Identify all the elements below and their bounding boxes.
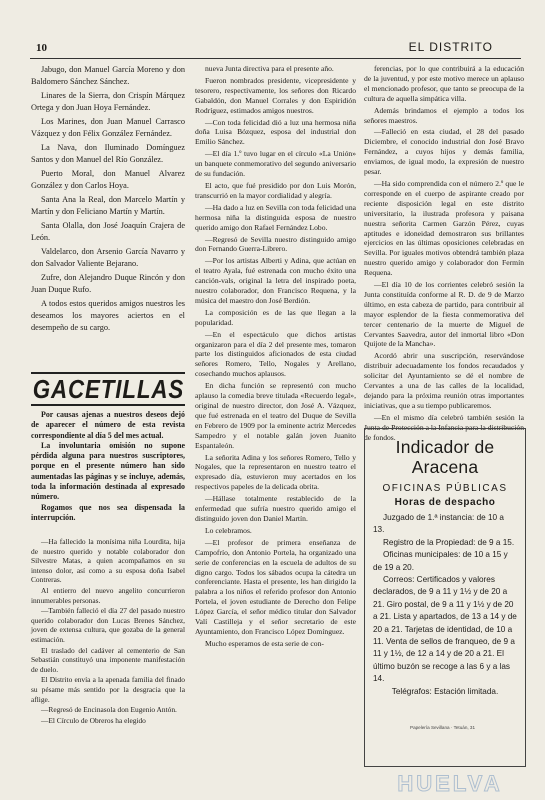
- news-paragraph: Acordó abrir una suscripción, reservándose distribuir adecuadamente los fondos recaudados y solicitar del Ayuntamiento se dé el nombre de Cervantes a una de las calles de la localidad, dejando para la próxima reunión otras importantes iniciativas, que a su tiempo publicaremos.: [364, 351, 524, 410]
- news-paragraph: —En el mismo día celebró también sesión la Junta de Protección a la Infancia para la distribución de fondos.: [364, 412, 524, 442]
- column-3: [364, 64, 524, 445]
- appointment-paragraph: La Nava, don Iluminado Domínguez Santos y don Manuel del Río González.: [31, 143, 185, 164]
- news-paragraph: —Ha dado a luz en Sevilla con toda felicidad una hermosa niña la distinguida esposa de nuestro querido amigo don Rafael Fernández Lobo.: [195, 202, 356, 232]
- appointment-paragraph: Los Marines, don Juan Manuel Carrasco Vázquez y don Félix González Fernández.: [31, 117, 185, 138]
- appointment-paragraph: Santa Ana la Real, don Marcelo Martín y Martín y don Feliciano Martín y Martín.: [31, 195, 185, 216]
- schedule-line: Correos: Certificados y valores declarados, de 9 a 11 y 1½ y de 20 a 21. Giro postal, de 9 a 11 y 1½ y de 20 a 21. Lista y apartados, de 13 a 14 y de 20 a 21. Tarjetas de identidad, de 10 a 11. Venta de sellos de franqueo, de 9 a 11 y 1½, de 12 a 14 y de 20 a 21. El último buzón se recoge a las 6 y a las 14.: [373, 575, 517, 684]
- appointment-paragraph: Santa Olalla, don José Joaquín Crajera de León.: [31, 221, 185, 242]
- news-paragraph: —Regresó de Encinasola don Eugenio Antón.: [41, 705, 177, 715]
- appointment-paragraph: Zufre, don Alejandro Duque Rincón y don Juan Duque Rufo.: [31, 273, 185, 294]
- appointment-paragraph: Puerto Moral, don Manuel Alvarez González y don Carlos Hoya.: [31, 169, 185, 190]
- news-paragraph: —Regresó de Sevilla nuestro distinguido amigo don Fernando Guerra-Librero.: [195, 234, 356, 254]
- schedule-line: Registro de la Propiedad: de 9 a 15.: [383, 537, 515, 547]
- watermark-text: HUELVA: [397, 771, 503, 796]
- notice-paragraph: La involuntaria omisión no supone pérdida alguna para nuestros suscriptores, porque en el presente número han sido aumentadas las páginas y se incluye, además, toda la información destinada al expresado número.: [31, 440, 185, 502]
- column-2: [195, 64, 356, 651]
- news-paragraph: —Falleció en esta ciudad, el 28 del pasado Diciembre, el conocido industrial don José Bravo Fernández, a cuyos hijos y demás familia, enviamos, de igual modo, la expresión de nuestro pesar.: [364, 127, 524, 177]
- notice-paragraph: Rogamos que nos sea dispensada la interrupción.: [31, 502, 185, 522]
- gacetillas-heading: GACETILLAS: [32, 374, 185, 404]
- news-paragraph: La señorita Adina y los señores Romero, Tello y Nogales, que la representaron en nuestro teatro el expresado día, estuvieron muy acertados en los respectivos papeles de la delicada obrita.: [195, 452, 356, 492]
- appointment-paragraph: Jabugo, don Manuel García Moreno y don Baldomero Sánchez Sánchez.: [31, 65, 185, 86]
- column-1-top: [31, 64, 185, 336]
- news-paragraph: El acto, que fué presidido por don Luis Morón, transcurrió en la mayor cordialidad y alegría.: [195, 180, 356, 200]
- indicador-box: [364, 428, 526, 767]
- news-paragraph: —El día 10 de los corrientes celebró sesión la Junta constituída conforme al R. D. de 9 de Marzo último, en esta cabeza de partido, para contribuir al mayor esplendor de la fiesta conmemorativa del tercer centenario de la muerte de Miguel de Cervantes Saavedra, autor del inmortal libro «Don Quijote de la Mancha».: [364, 280, 524, 349]
- news-paragraph: —Por los artistas Alberti y Adina, que actúan en el teatro Ayala, fué estrenada con mucho éxito una canción-vals, original la letra del inspirado poeta, nuestro colaborador, don Francisco Requena, y la música del maestro don José Berdión.: [195, 256, 356, 305]
- news-paragraph: —El Círculo de Obreros ha elegido: [41, 715, 146, 725]
- news-paragraph: —Hállase totalmente restablecido de la enfermedad que sufría nuestro querido amigo el distinguido joven don Daniel Martín.: [195, 494, 356, 523]
- notice-paragraph: Por causas ajenas a nuestros deseos dejó de aparecer el número de esta revista correspondiente al día 5 del mes actual.: [31, 410, 185, 440]
- news-paragraph: La composición es de las que llegan a la popularidad.: [195, 307, 356, 327]
- news-paragraph: —También falleció el día 27 del pasado nuestro querido colaborador don Lucas Brenes Sánchez, joven de extensa cultura, que gozaba de la general estimación.: [31, 606, 185, 644]
- news-paragraph: Mucho esperamos de esta serie de con-: [205, 638, 324, 648]
- news-paragraph: —En el espectáculo que dichos artistas organizaron para el día 2 del presente mes, tomaron parte los distinguidos aficionados de esta ciudad señores Romero, Tello, Nogales y Arellano, cosechando muchos aplausos.: [195, 329, 356, 379]
- news-paragraph: Además brindamos el ejemplo a todos los señores maestros.: [364, 105, 524, 125]
- indicador-heading: Horas de despacho: [394, 497, 496, 508]
- column-1-bottom: [31, 537, 185, 726]
- news-paragraph: Al entierro del nuevo angelito concurrieron innumerables personas.: [31, 585, 185, 605]
- news-paragraph: El Distrito envía a la apenada familia del finado su pésame más sentido por la desgracia que la aflige.: [31, 675, 185, 704]
- page-header: [30, 36, 521, 59]
- schedule-line: Juzgado de 1.ª instancia: de 10 a 13.: [373, 513, 504, 535]
- news-paragraph: Fueron nombrados presidente, vicepresidente y tesorero, respectivamente, los señores don Ricardo Gabaldón, don Manuel Corrales y don Espiridión Rodríguez, estimados amigos nuestros.: [195, 75, 356, 115]
- telegraph-line: Telégrafos: Estación limitada.: [391, 686, 499, 696]
- news-paragraph: —El día 1.º tuvo lugar en el círculo «La Unión» un banquete conmemorativo del segundo aniversario de su fundación.: [195, 149, 356, 179]
- archive-watermark: [380, 770, 520, 796]
- news-paragraph: —Con toda felicidad dió a luz una hermosa niña doña Luisa Bózquez, esposa del industrial don Emilio Sánchez.: [195, 117, 356, 147]
- indicador-title: Indicador de Aracena: [395, 437, 495, 477]
- news-paragraph: ferencias, por lo que contribuirá a la educación de la juventud, y por este motivo merece un aplauso el mencionado profesor, que tanto se preocupa de la cultura de aquella simpática villa.: [364, 64, 524, 103]
- page-number: 10: [36, 42, 47, 54]
- news-paragraph: nueva Junta directiva para el presente año.: [205, 64, 334, 73]
- indicador-subtitle: OFICINAS PÚBLICAS: [382, 483, 508, 494]
- news-paragraph: —Ha fallecido la monísima niña Lourdita, hija de nuestro querido y notable colaborador don Silvestre Matas, a quien acompañamos en su intenso dolor, así como a su esposa doña Isabel Contreras.: [31, 537, 185, 585]
- printer-imprint: Papelería Sevillana · Tetuán, 31: [410, 725, 476, 730]
- news-paragraph: En dicha función se representó con mucho aplauso la comedia breve titulada «Recuerdo legal», original de nuestro director, don José A. Vázquez, que fué estrenada en el teatro del Duque de Sevilla en Febrero de 1909 por la eminente actriz Mercedes Sampedro y el notable galán joven Juanito Espantaleón.: [195, 381, 356, 450]
- appointment-paragraph: Valdelarco, don Arsenio García Navarro y don Salvador Valiente Bejarano.: [31, 247, 185, 268]
- publication-title: EL DISTRITO: [408, 40, 493, 54]
- news-paragraph: —Ha sido comprendida con el número 2.º que le corresponde en el cuerpo de aspirante creado por reciente disposición legal en este distrito universitario, la ilustrada profesora y paisana nuestra señorita Carmen Garzón Pérez, cuyas aptitudes e idoneidad demostraron sus brillantes ejercicios en las últimas oposiciones celebradas en Sevilla. Por iguales motivos obtendrá también plaza nuestro querido amigo y colaborador don Fermín Requena.: [364, 178, 524, 278]
- schedule-line: Oficinas municipales: de 10 a 15 y de 19 a 20.: [373, 550, 508, 572]
- appointment-paragraph: Linares de la Sierra, don Crispín Márquez Ortega y don Juan Hoya Fernández.: [31, 91, 185, 112]
- interruption-notice: [31, 410, 185, 523]
- gacetillas-heading-box: [31, 372, 185, 406]
- news-paragraph: Lo celebramos.: [205, 525, 252, 535]
- news-paragraph: —El profesor de primera enseñanza de Campofrío, don Antonio Portela, ha organizado una serie de conferencias en la escuela de adultos de su digno cargo. Todos los sábados ocupa la cátedra un conferenciante. Hasta el presente, les han dirigido la palabra a los niños el referido profesor don Antonio Portela, el joven estudiante de Derecho don Felipe López García, el señor médico titular don Salvador Valí Castilleja y el señor secretario de este Ayuntamiento, don Francisco López Domínguez.: [195, 537, 356, 636]
- news-paragraph: El traslado del cadáver al cementerio de San Sebastián constituyó una imponente manifestación de duelo.: [31, 645, 185, 674]
- appointment-paragraph: A todos estos queridos amigos nuestros les deseamos los mayores aciertos en el desempeño de su cargo.: [31, 299, 185, 332]
